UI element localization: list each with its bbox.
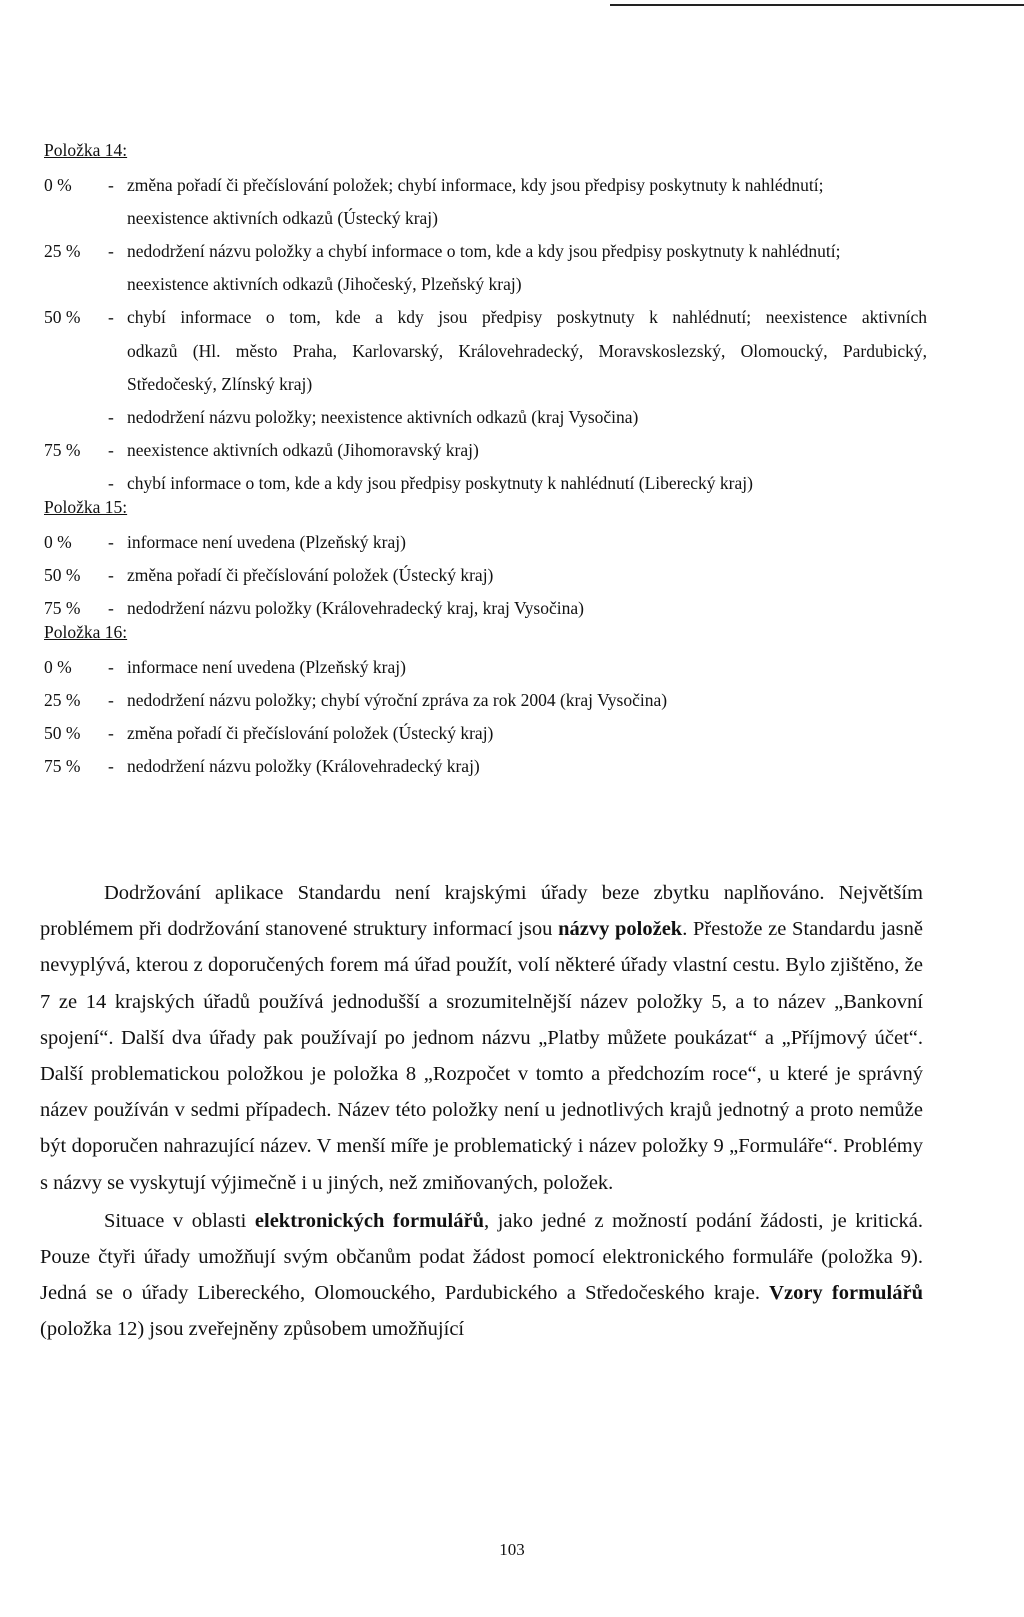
list-dash: - <box>108 307 114 328</box>
entry-line: neexistence aktivních odkazů (Ústecký kraj) <box>127 207 438 228</box>
list-dash: - <box>108 689 114 710</box>
section-heading: Položka 15: <box>44 497 128 517</box>
entry-line: změna pořadí či přečíslování položek (Ústecký kraj) <box>127 723 494 743</box>
entry-line: nedodržení názvu položky; chybí výroční zpráva za rok 2004 (kraj Vysočina) <box>127 689 668 710</box>
list-dash: - <box>108 656 114 677</box>
list-dash: - <box>108 174 114 195</box>
percentage-label: 50 % <box>44 307 81 328</box>
entry-line: informace není uvedena (Plzeňský kraj) <box>127 656 406 677</box>
body-paragraph <box>40 1203 923 1348</box>
section-heading: Položka 14: <box>44 140 128 160</box>
entry-line: nedodržení názvu položky; neexistence aktivních odkazů (kraj Vysočina) <box>127 407 639 427</box>
percentage-label: 50 % <box>44 723 81 743</box>
body-paragraph <box>40 875 923 1201</box>
entry-line: neexistence aktivních odkazů (Jihomoravský kraj) <box>127 440 479 461</box>
top-rule <box>610 4 1024 6</box>
list-dash: - <box>108 723 114 743</box>
percentage-label: 25 % <box>44 241 81 261</box>
list-dash: - <box>108 440 114 461</box>
entry-line: nedodržení názvu položky a chybí informace o tom, kde a kdy jsou předpisy poskytnuty k nahlédnutí; <box>127 241 841 261</box>
entry-line: chybí informace o tom, kde a kdy jsou předpisy poskytnuty k nahlédnutí (Liberecký kraj) <box>127 473 753 494</box>
entry-line: informace není uvedena (Plzeňský kraj) <box>127 531 406 552</box>
percentage-label: 75 % <box>44 598 81 618</box>
text-run: Situace v oblasti <box>104 1209 255 1232</box>
list-dash: - <box>108 407 114 427</box>
entry-line: neexistence aktivních odkazů (Jihočeský, Plzeňský kraj) <box>127 274 522 295</box>
list-dash: - <box>108 473 114 494</box>
entry-line: nedodržení názvu položky (Královehradecký kraj, kraj Vysočina) <box>127 598 584 618</box>
list-dash: - <box>108 531 114 552</box>
page-number: 103 <box>499 1540 525 1559</box>
section-heading: Položka 16: <box>44 622 128 642</box>
entry-line: změna pořadí či přečíslování položek (Ústecký kraj) <box>127 564 494 585</box>
bold-phrase: elektronických formulářů <box>254 1209 485 1232</box>
list-dash: - <box>108 756 114 777</box>
percentage-label: 25 % <box>44 689 81 710</box>
percentage-label: 0 % <box>44 531 72 552</box>
entry-line: chybí informace o tom, kde a kdy jsou předpisy poskytnuty k nahlédnutí; neexistence aktivních <box>127 307 927 328</box>
list-dash: - <box>108 564 114 585</box>
entry-line: odkazů (Hl. město Praha, Karlovarský, Královehradecký, Moravskoslezský, Olomoucký, Pardubický, <box>127 340 927 361</box>
entry-line: změna pořadí či přečíslování položek; chybí informace, kdy jsou předpisy poskytnuty k nahlédnutí; <box>127 174 824 195</box>
entry-line: nedodržení názvu položky (Královehradecký kraj) <box>127 756 480 777</box>
percentage-label: 0 % <box>44 174 72 195</box>
list-dash: - <box>108 241 114 261</box>
percentage-label: 75 % <box>44 756 81 777</box>
percentage-label: 50 % <box>44 564 81 585</box>
percentage-label: 75 % <box>44 440 81 461</box>
text-run: . Přestože ze Standardu jasně nevyplývá, kterou z doporučených forem má úřad použít, volí některé úřady vlastní cestu. Bylo zjištěno, že 7 ze 14 krajských úřadů používá jednodušší a srozumitelnější název položky 5, a to název „Bankovní spojení“. Další dva úřady pak používají po jednom názvu „Platby můžete poukázat“ a „Příjmový účet“. Další problematickou položkou je položka 8 „Rozpočet v tomto a předchozím roce“, u které je správný název používán v sedmi případech. Název této položky není u jednotlivých krajů jednotný a proto nemůže být doporučen nahrazující název. V menší míře je problematický i název položky 9 „Formuláře“. Problémy s názvy se vyskytují výjimečně i u jiných, než zmiňovaných, položek. <box>40 918 923 1194</box>
bold-phrase: Vzory formulářů <box>769 1282 923 1305</box>
list-dash: - <box>108 598 114 618</box>
bold-phrase: názvy položek <box>558 918 683 941</box>
text-run: Dodržování aplikace Standardu není krajskými úřady beze zbytku naplňováno. Největším problémem při dodržování stanovené struktury informací jsou <box>40 882 923 941</box>
percentage-label: 0 % <box>44 656 72 677</box>
entry-line: Středočeský, Zlínský kraj) <box>127 373 313 394</box>
text-run: , jako jedné z možností podání žádosti, je kritická. Pouze čtyři úřady umožňují svým občanům podat žádost pomocí elektronického formuláře (položka 9). Jedná se o úřady Libereckého, Olomouckého, Pardubického a Středočeského kraje. <box>40 1209 924 1305</box>
text-run: (položka 12) jsou zveřejněny způsobem umožňující <box>40 1318 465 1341</box>
body-text <box>40 875 923 1348</box>
